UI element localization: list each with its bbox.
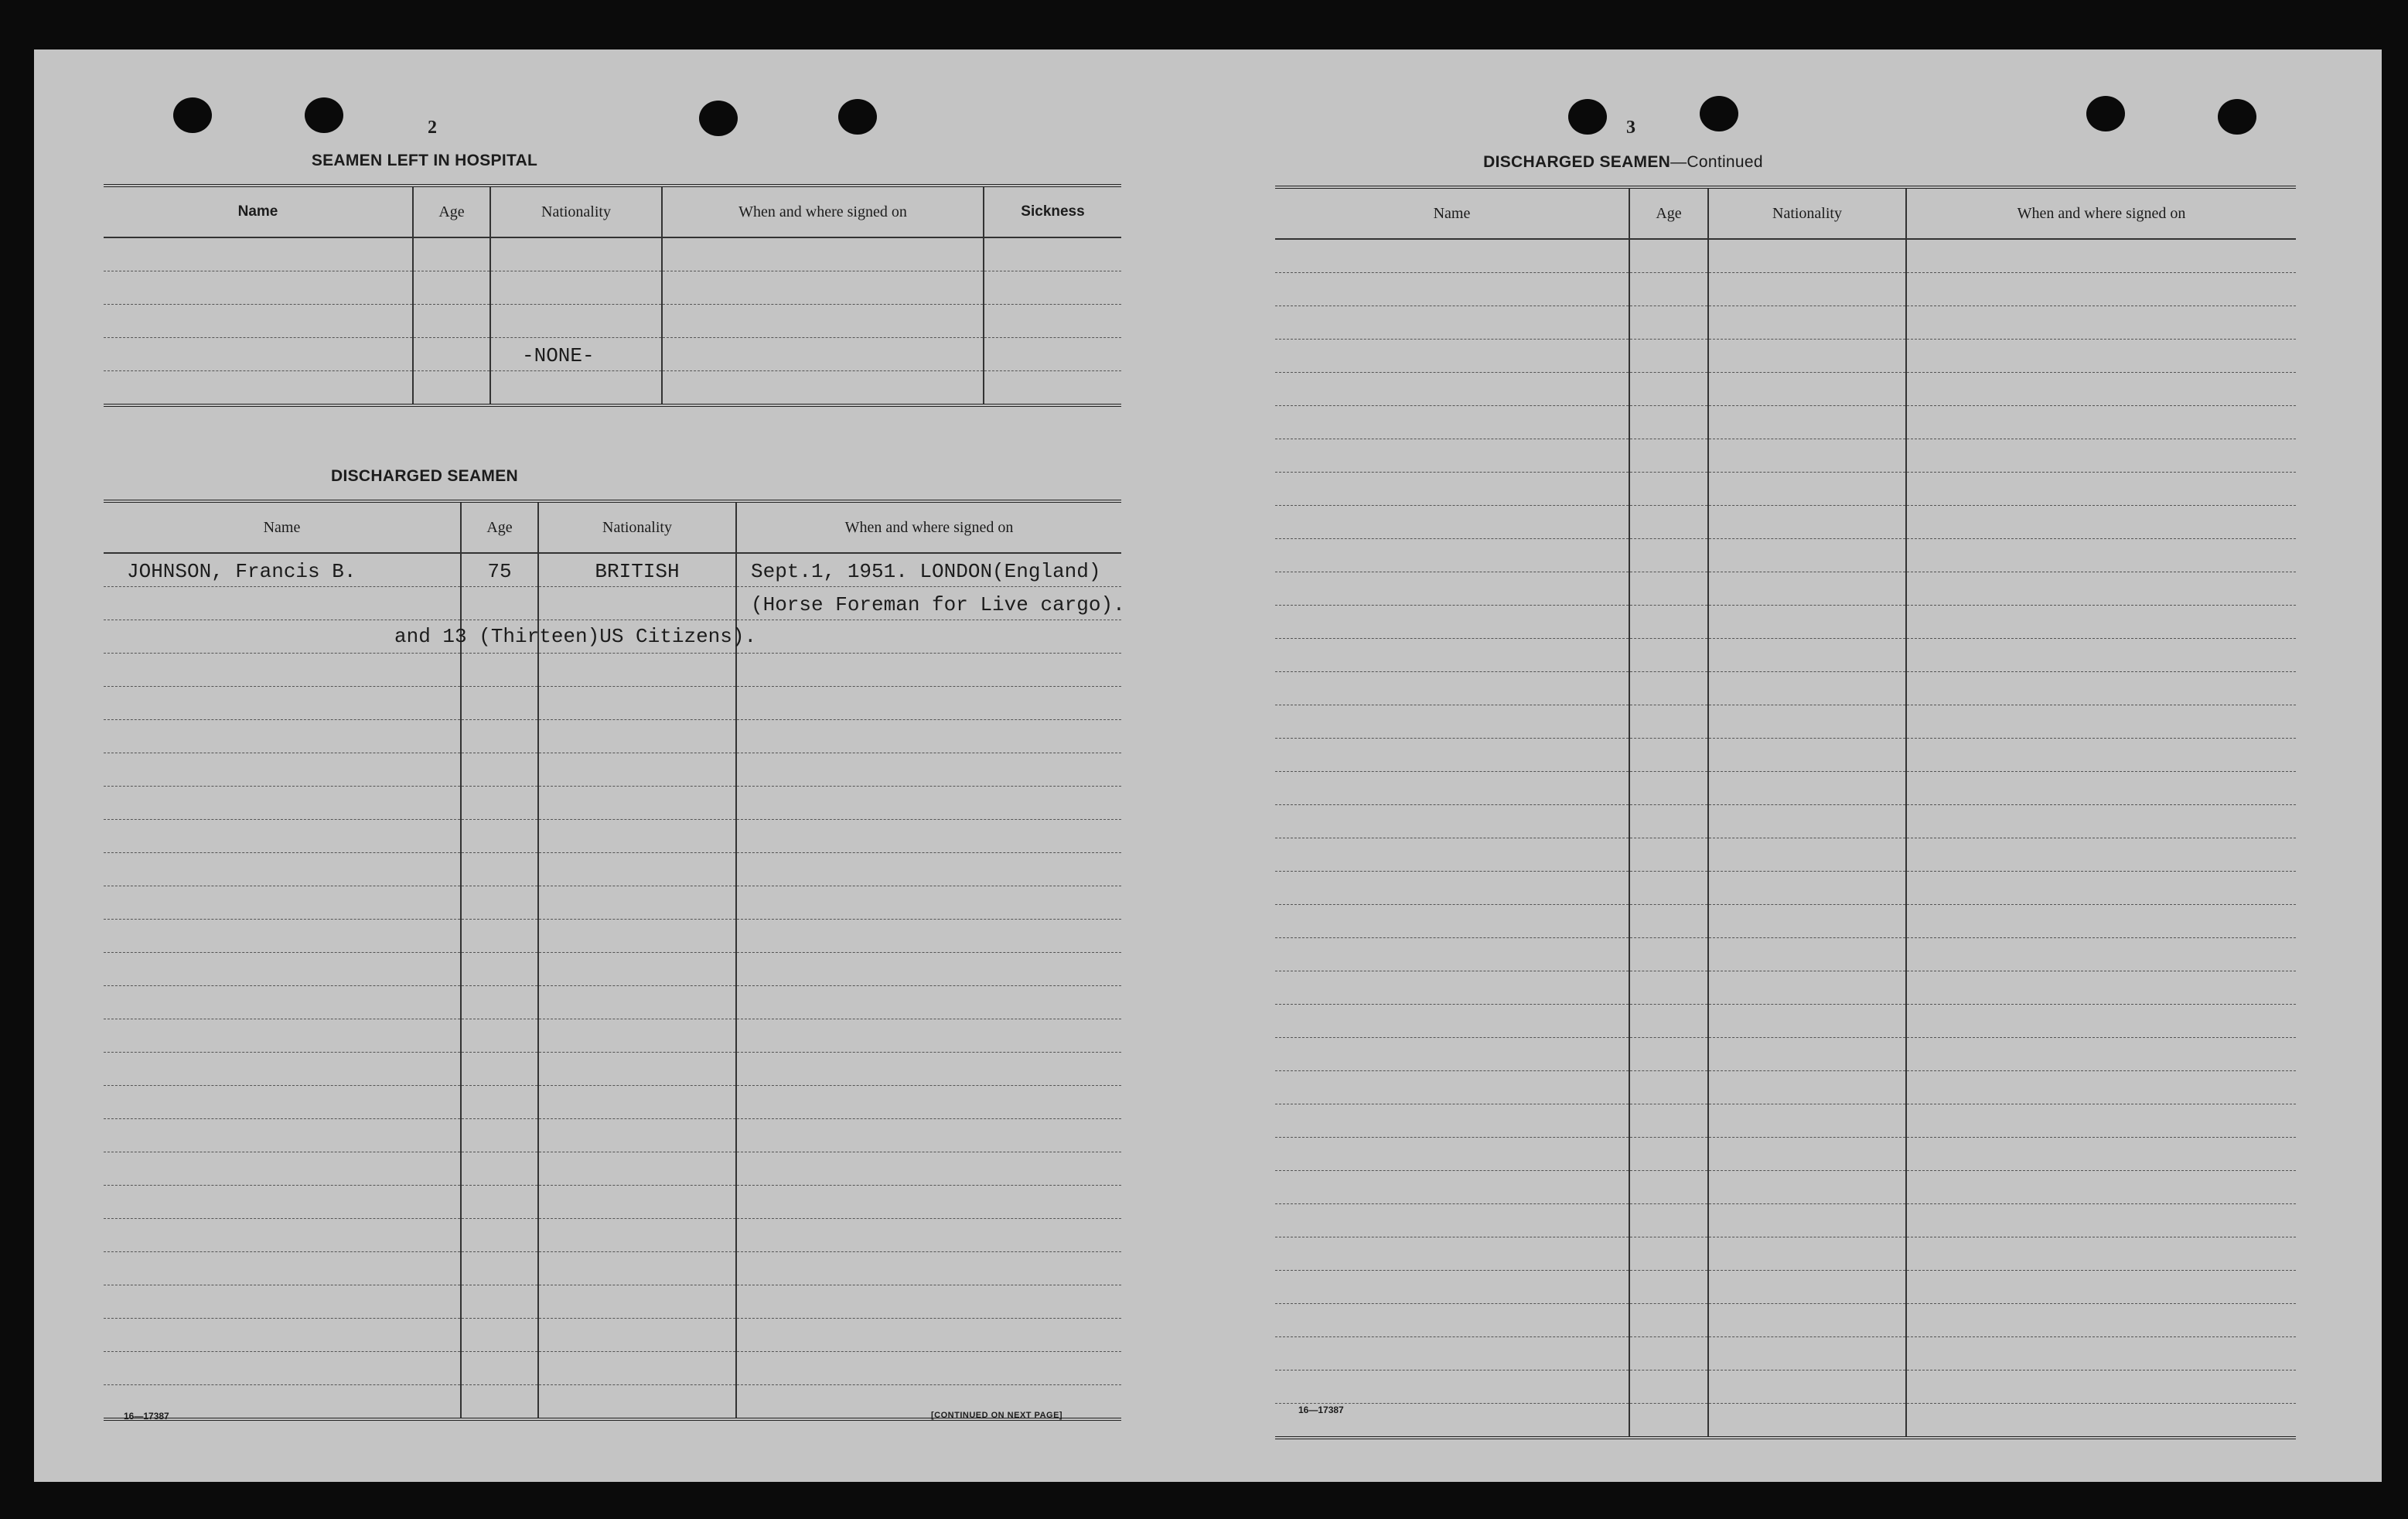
table-row [104, 753, 1121, 787]
table-row [104, 587, 1121, 620]
column-header-age: Age [461, 501, 538, 553]
table-row [1275, 539, 2296, 572]
table-row [1275, 1138, 2296, 1171]
continued-note: [CONTINUED ON NEXT PAGE] [931, 1411, 1063, 1420]
table-row [1275, 1204, 2296, 1237]
table-row [104, 1119, 1121, 1152]
table-row [1275, 639, 2296, 672]
table-row [1275, 373, 2296, 406]
table-row [104, 237, 1121, 271]
table-row [104, 1152, 1121, 1186]
table-row [1275, 1104, 2296, 1138]
table-row [104, 1285, 1121, 1319]
table-row [104, 820, 1121, 853]
none-entry: -NONE- [522, 344, 595, 367]
table-row [104, 1252, 1121, 1285]
table-row [1275, 506, 2296, 539]
table-row [1275, 1371, 2296, 1404]
table-row [1275, 705, 2296, 739]
table-row [104, 1352, 1121, 1385]
table-row [1275, 1038, 2296, 1071]
table-row [1275, 1337, 2296, 1371]
section-title-suffix: —Continued [1670, 153, 1763, 171]
table-row [104, 853, 1121, 886]
table-row [104, 371, 1121, 406]
table-row [104, 271, 1121, 305]
table-row [1275, 1005, 2296, 1038]
table-row [1275, 938, 2296, 971]
table-row [1275, 439, 2296, 473]
table-row [1275, 306, 2296, 340]
table-row [104, 1053, 1121, 1086]
table-row [1275, 406, 2296, 439]
table-row [104, 1019, 1121, 1053]
table-row [1275, 805, 2296, 838]
table-row [1275, 772, 2296, 805]
table-row [1275, 473, 2296, 506]
right-page [1275, 49, 2342, 1482]
table-row [1275, 340, 2296, 373]
table-row [1275, 872, 2296, 905]
hospital-section-title: SEAMEN LEFT IN HOSPITAL [311, 152, 538, 169]
table-row [104, 787, 1121, 820]
table-row [104, 338, 1121, 371]
table-row [1275, 1171, 2296, 1204]
table-row [104, 1186, 1121, 1219]
discharged-section-title: DISCHARGED SEAMEN [331, 467, 518, 485]
seaman-signed-on-note: (Horse Foreman for Live cargo). [751, 593, 1125, 616]
table-row [104, 1319, 1121, 1352]
table-row [104, 305, 1121, 338]
seaman-nationality: BRITISH [595, 560, 680, 583]
table-row [1275, 1237, 2296, 1271]
table-row [1275, 1071, 2296, 1104]
seaman-name: JOHNSON, Francis B. [127, 560, 356, 583]
page-number: 3 [1626, 118, 1635, 138]
table-row [1275, 739, 2296, 772]
column-header-signed-on: When and where signed on [736, 501, 1121, 553]
column-header-nationality: Nationality [1708, 187, 1906, 239]
form-number: 16—17387 [1298, 1405, 1344, 1415]
section-title-text: DISCHARGED SEAMEN [1483, 153, 1671, 171]
seaman-age: 75 [487, 560, 512, 583]
column-header-name: Name [104, 501, 461, 553]
table-row [104, 986, 1121, 1019]
table-row [1275, 273, 2296, 306]
table-row [1275, 1404, 2296, 1439]
additional-crew-note: and 13 (Thirteen)US Citizens). [394, 625, 757, 648]
table-row [1275, 239, 2296, 273]
table-row [104, 1086, 1121, 1119]
table-row [104, 920, 1121, 953]
table-row [1275, 838, 2296, 872]
discharged-continued-title [1090, 153, 2157, 172]
column-header-name: Name [104, 186, 413, 237]
table-row [104, 654, 1121, 687]
page-number: 2 [428, 118, 437, 138]
table-row [1275, 672, 2296, 705]
table-row [104, 1219, 1121, 1252]
left-page [104, 49, 1163, 1482]
form-number: 16—17387 [124, 1411, 169, 1422]
hospital-table [104, 184, 1121, 407]
table-row [104, 553, 1121, 587]
table-row [104, 953, 1121, 986]
column-header-age: Age [1629, 187, 1708, 239]
table-row [1275, 1304, 2296, 1337]
column-header-signed-on: When and where signed on [1906, 187, 2296, 239]
discharged-continued-table [1275, 186, 2296, 1439]
column-header-name: Name [1275, 187, 1629, 239]
seaman-signed-on: Sept.1, 1951. LONDON(England) [751, 560, 1101, 583]
table-row [104, 720, 1121, 753]
column-header-sickness: Sickness [984, 186, 1121, 237]
column-header-signed-on: When and where signed on [662, 186, 984, 237]
table-row [104, 886, 1121, 920]
table-row [1275, 606, 2296, 639]
column-header-nationality: Nationality [490, 186, 662, 237]
table-row [1275, 572, 2296, 606]
column-header-nationality: Nationality [538, 501, 736, 553]
table-row [1275, 905, 2296, 938]
table-row [104, 687, 1121, 720]
table-row [1275, 971, 2296, 1005]
column-header-age: Age [413, 186, 490, 237]
document-sheet [34, 49, 2382, 1482]
table-row [1275, 1271, 2296, 1304]
